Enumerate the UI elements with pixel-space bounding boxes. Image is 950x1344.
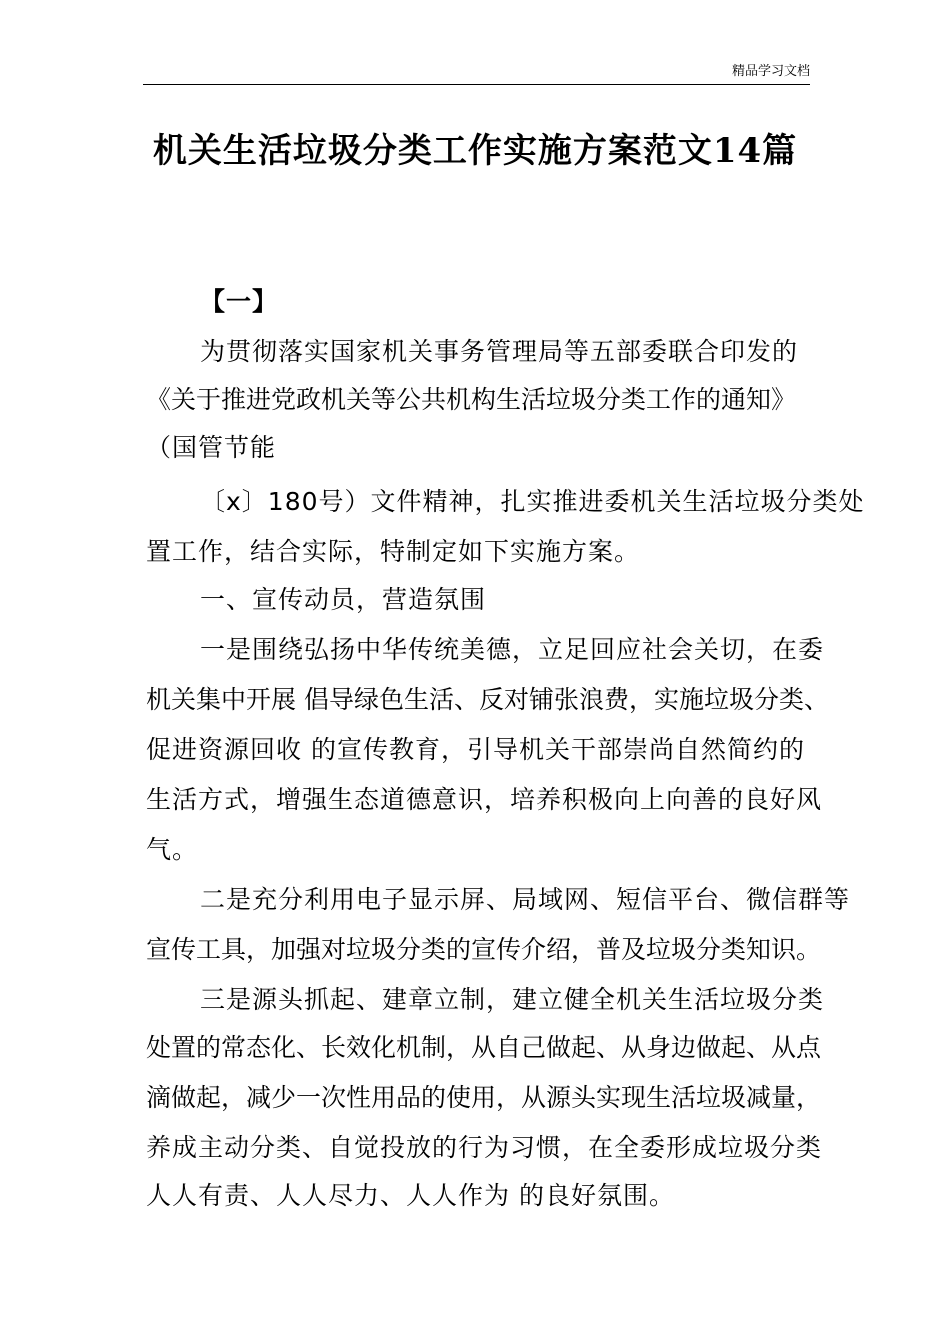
paragraph-line: 生活方式，增强生态道德意识，培养积极向上向善的良好风	[146, 785, 823, 814]
paragraph-line: 三是源头抓起、建章立制，建立健全机关生活垃圾分类	[200, 985, 825, 1014]
paragraph-line: 养成主动分类、自觉投放的行为习惯，在全委形成垃圾分类	[146, 1133, 823, 1162]
header-rule	[143, 84, 810, 85]
paragraph-line: 滴做起，减少一次性用品的使用，从源头实现生活垃圾减量，	[146, 1083, 822, 1112]
document-title: 机关生活垃圾分类工作实施方案范文14篇	[152, 131, 798, 171]
paragraph-line: 置工作，结合实际，特制定如下实施方案。	[146, 537, 641, 566]
paragraph-line: 为贯彻落实国家机关事务管理局等五部委联合印发的	[200, 337, 799, 366]
paragraph-line: 促进资源回收 的宣传教育，引导机关干部崇尚自然简约的	[146, 735, 805, 764]
section-label: 【一】	[200, 287, 279, 316]
paragraph-line: 处置的常态化、长效化机制，从自己做起、从身边做起、从点	[146, 1033, 822, 1062]
paragraph-line: 《关于推进党政机关等公共机构生活垃圾分类工作的通知》	[146, 385, 797, 414]
paragraph-line: 宣传工具，加强对垃圾分类的宣传介绍，普及垃圾分类知识。	[146, 935, 822, 964]
paragraph-line: 一是围绕弘扬中华传统美德，立足回应社会关切，在委	[200, 635, 825, 664]
paragraph-line: （国管节能	[146, 433, 277, 462]
paragraph-line: 机关集中开展 倡导绿色生活、反对铺张浪费，实施垃圾分类、	[146, 685, 829, 714]
header-label: 精品学习文档	[731, 64, 810, 79]
paragraph-line: 〔x〕180号）文件精神，扎实推进委机关生活垃圾分类处	[200, 487, 865, 516]
paragraph-line: 人人有责、人人尽力、人人作为 的良好氛围。	[146, 1181, 675, 1210]
paragraph-line: 气。	[146, 835, 199, 864]
section-heading: 一、宣传动员，营造氛围	[200, 585, 487, 614]
paragraph-line: 二是充分利用电子显示屏、局域网、短信平台、微信群等	[200, 885, 851, 914]
